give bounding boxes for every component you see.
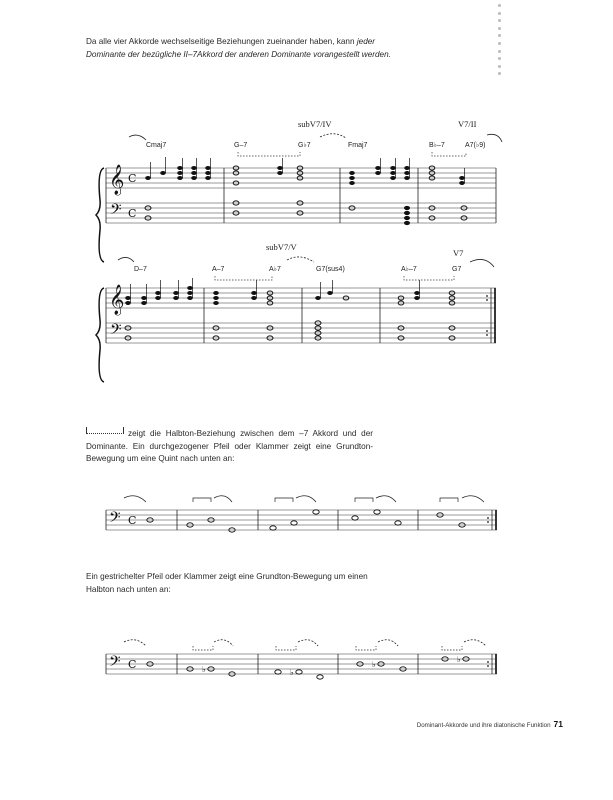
chord-symbol: G♭7: [298, 142, 311, 149]
chord-symbol: B♭–7: [429, 142, 445, 149]
bass-notes: [125, 321, 455, 340]
halftone-bracket: [432, 152, 466, 156]
flat-icon: ♭: [457, 655, 461, 664]
bass-staff-lines: [106, 203, 496, 223]
halftone-bracket: [404, 276, 454, 280]
explanation-text: zeigt die Halbton-Beziehung zwischen dem –7 Akkord und der Dominante. Ein durchgezogener Pfeil oder Klammer zeigt eine Grundton-Bewegung um eine Quint nach unten an:: [86, 429, 373, 463]
treble-notes: [125, 286, 455, 305]
bass-clef-icon: 𝄢: [110, 201, 122, 222]
explanation-paragraph-halftone: [86, 427, 373, 466]
treble-staff-lines: [106, 288, 496, 308]
dotted-bracket: [442, 646, 462, 650]
page-footer: [417, 719, 563, 729]
chord-symbol: A7(♭9): [465, 142, 486, 149]
dotted-bracket: [193, 646, 213, 650]
intro-line2: Dominante der bezügliche II–7Akkord der anderen Dominante vorangestellt werden.: [86, 49, 391, 59]
bass-clef-icon: 𝄢: [109, 509, 121, 530]
root-motion-arrow: [129, 135, 146, 140]
halftone-bracket: [238, 152, 300, 156]
roman-numeral: subV7/V: [266, 242, 297, 252]
halfstep-arrow: [124, 640, 146, 646]
chord-symbol: A♭7: [269, 266, 281, 273]
whole-notes: [147, 657, 469, 679]
dotted-bracket-icon: [86, 427, 124, 434]
halfstep-arrow: [464, 640, 486, 646]
solid-bracket: [440, 498, 458, 502]
fifth-motion-arrow: [376, 496, 396, 502]
page-number: 71: [553, 719, 563, 729]
halfstep-arrow: [378, 640, 398, 646]
barlines: [106, 288, 495, 343]
time-signature-bass: C: [128, 207, 137, 220]
roman-numeral: V7/II: [458, 119, 477, 129]
fifth-motion-arrow: [296, 496, 316, 502]
intro-line1-italic: jeder: [356, 37, 376, 46]
halftone-arrow: [320, 134, 346, 138]
fifth-motion-arrow: [124, 496, 146, 502]
root-motion-arrow: [118, 257, 134, 262]
flat-icon: ♭: [372, 660, 376, 669]
dotted-bracket: [276, 646, 296, 650]
bass-example-fifth-motion: [0, 488, 613, 548]
time-signature-treble: C: [128, 172, 137, 185]
time-signature-bass: C: [128, 658, 137, 671]
halftone-arrow: [287, 257, 314, 262]
treble-clef-icon: 𝄞: [109, 285, 125, 315]
solid-bracket: [275, 498, 293, 502]
score-system-1: [0, 110, 613, 240]
chord-symbol: G7: [452, 266, 462, 273]
chord-symbol: A♭–7: [401, 266, 417, 273]
chord-symbol: A–7: [212, 266, 225, 273]
intro-paragraph: [86, 36, 526, 61]
bass-clef-icon: 𝄢: [110, 321, 122, 342]
treble-notes: [145, 166, 465, 185]
chord-symbol: D–7: [134, 266, 147, 273]
footer-title: Dominant-Akkorde und ihre diatonische Funktion: [416, 722, 551, 729]
solid-bracket: [355, 498, 373, 502]
score-system-2: [0, 240, 613, 370]
intro-line1: Da alle vier Akkorde wechselseitige Beziehungen zueinander haben, kann: [86, 37, 357, 46]
dotted-bracket: [356, 646, 376, 650]
root-motion-arrow: [470, 259, 494, 267]
chord-symbol: Fmaj7: [348, 142, 368, 149]
fifth-motion-arrow: [214, 496, 232, 502]
time-signature-bass: C: [128, 514, 137, 527]
halfstep-arrow: [214, 640, 233, 646]
flat-icon: ♭: [290, 668, 294, 677]
treble-clef-icon: 𝄞: [109, 165, 125, 195]
halftone-bracket: [215, 276, 272, 280]
explanation-paragraph-halfstep: Ein gestrichelter Pfeil oder Klammer zeigt eine Grundton-Bewegung um einen Halbton nach unten an:: [86, 572, 368, 594]
bass-clef-icon: 𝄢: [109, 653, 121, 674]
roman-numeral: subV7/IV: [298, 119, 332, 129]
halfstep-arrow: [298, 640, 318, 646]
flat-icon: ♭: [202, 665, 206, 674]
bass-staff-lines: [106, 323, 496, 343]
grand-staff-brace: [96, 288, 104, 382]
chord-symbol: G–7: [234, 142, 248, 149]
solid-bracket: [193, 498, 211, 502]
bass-example-halfstep-motion: [0, 632, 613, 692]
root-motion-arrow: [487, 134, 502, 142]
whole-notes: [147, 510, 465, 532]
note-stems: [151, 157, 465, 183]
fifth-motion-arrow: [462, 496, 484, 502]
roman-numeral: V7: [453, 248, 464, 258]
chord-symbol: Cmaj7: [146, 142, 167, 149]
chord-symbol: G7(sus4): [316, 266, 345, 273]
